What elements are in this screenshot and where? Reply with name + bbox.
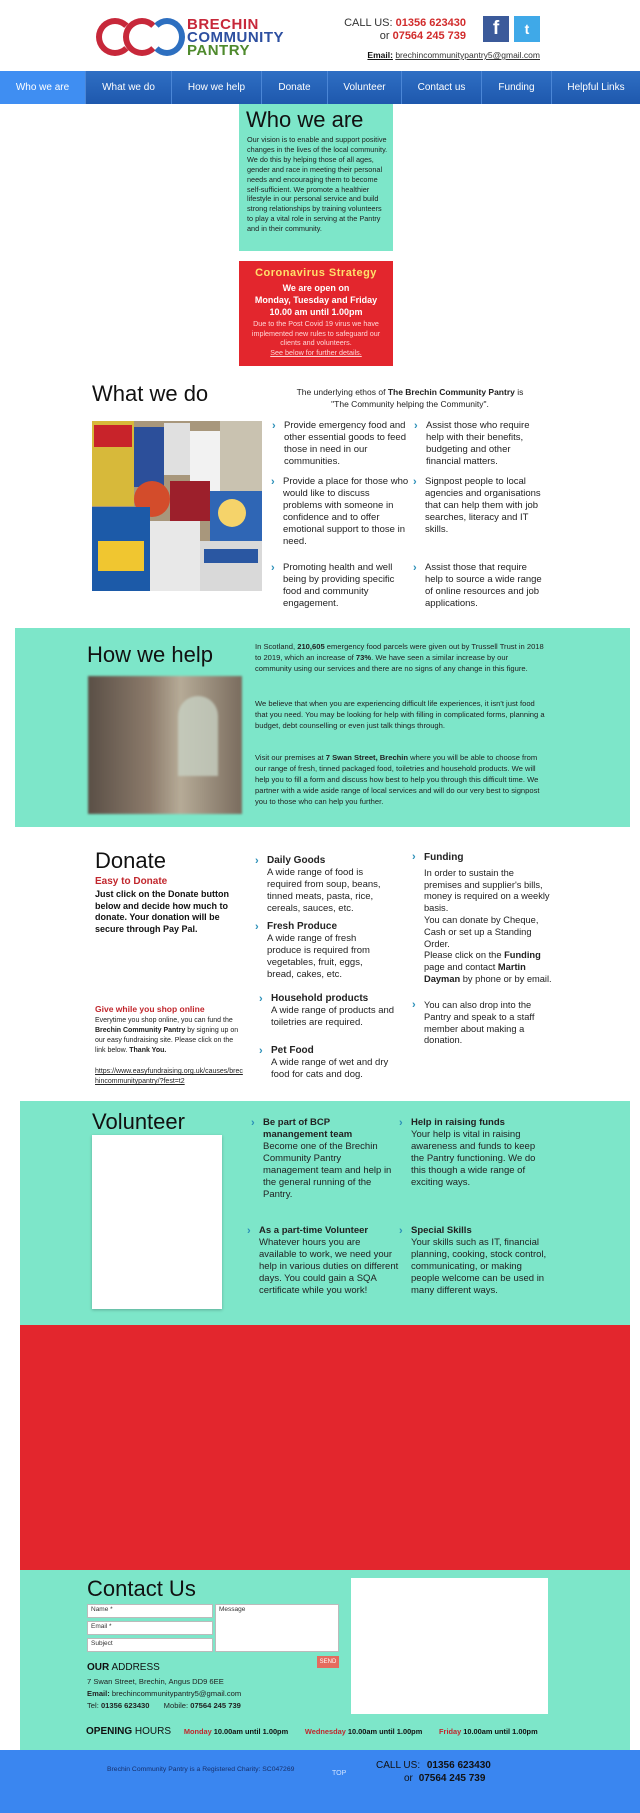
volunteer-item-3-title: As a part-time Volunteer [259,1225,369,1236]
ethos-pre: The underlying ethos of [296,387,388,397]
chevron-right-icon: › [399,1117,403,1129]
what-item-6 [413,562,545,610]
red-banner [20,1325,630,1570]
goods-household-title: Household products [271,993,369,1004]
header-phone1[interactable]: 01356 623430 [395,17,466,29]
chevron-right-icon: › [399,1225,403,1237]
volunteer-item-4 [399,1225,551,1297]
funding-c4: Martin Dayman [424,962,526,984]
email-input[interactable]: Email * [87,1621,213,1635]
contact-email-label: Email: [87,1689,112,1698]
goods-daily [255,855,389,915]
shop-text-d: Thank You. [129,1047,167,1054]
nav-contact-us[interactable]: Contact us [402,71,482,104]
main-nav [0,71,640,104]
how-p2: We believe that when you are experiencing difficult life experiences, it isn't just food that you need. You may be looking for help with filling in complicated forms, planning a budget, debt counselling or even just talk things through. [255,699,545,730]
goods-household-text: A wide range of products and toiletries are required. [271,1005,395,1028]
corona-line2: Monday, Tuesday and Friday [254,295,378,305]
funding-dropin [412,999,554,1047]
volunteer-item-2 [399,1117,549,1189]
volunteer-item-2-text: Your help is vital in raising awareness and funds to keep the Pantry functioning. We do this though a wide range of exciting ways. [411,1129,536,1188]
chevron-right-icon: › [259,993,263,1005]
volunteer-title: Volunteer [92,1109,185,1134]
what-item-3-text: Provide a place for those who would like to discuss problems with someone in confidence and to offer emotional support to those in need. [283,476,409,547]
day-monday: Monday [183,1727,212,1736]
what-item-4-text: Signpost people to local agencies and organisations that can help them with job searches, literacy and IT skills. [425,476,541,535]
twitter-icon[interactable]: t [514,16,540,42]
who-we-are-panel [239,104,393,251]
logo-text-brechin: BRECHIN [187,16,259,33]
ethos-text [280,386,540,410]
what-item-5 [271,562,405,610]
goods-daily-title: Daily Goods [267,855,326,866]
how-p3-c: where you will be able to choose from our range of fresh, tinned packaged food, toiletries and household products. We will help you to fill a form and discuss how best to help you through this difficult time. We partner with a wide aside range of local services and will do our very best to signpost you to those who can help you further. [255,753,540,806]
goods-fresh-text: A wide range of fresh produce is required from vegetables, fruit, eggs, bread, cakes, etc. [267,933,370,980]
corona-details-link[interactable]: See below for further details. [270,347,362,357]
who-we-are-text: Our vision is to enable and support positive changes in the lives of the local community. We do this by helping those of all ages, gender and race in meeting their personal needs and encouraging them to become self-sufficient. We promote a healthier lifestyle in our personal service and build strong relationships by training volunteers to play a vital role in serving at the Pantry and in their community. [247,135,388,234]
day-friday: Friday [439,1727,462,1736]
contact-phone-line [87,1700,241,1711]
map-placeholder[interactable] [351,1578,548,1714]
volunteer-image-placeholder [92,1135,222,1309]
chevron-right-icon: › [259,1045,263,1057]
volunteer-item-4-text: Your skills such as IT, financial planning, cooking, stock control, communicating, or making people welcome can be used in many different ways. [411,1237,547,1296]
footer-phone2[interactable]: 07564 245 739 [418,1773,486,1784]
how-we-help-section [15,628,630,827]
chevron-right-icon: › [251,1117,255,1129]
corona-line1: We are open on [282,283,350,293]
opening-bold: OPENING [86,1726,133,1737]
funding-c3: page and contact [424,962,498,973]
who-we-are-title: Who we are [246,107,364,132]
header-email-line [367,50,540,60]
how-p1 [255,641,545,674]
nav-who-we-are[interactable]: Who we are [0,71,86,104]
header-email-link[interactable]: brechincommunitypantry5@gmail.com [395,50,540,60]
ethos-name: The Brechin Community Pantry [387,387,515,397]
what-item-1-text: Provide emergency food and other essential goods to feed those in need in our communities. [284,420,407,467]
funding-c1: Please click on the [424,950,505,961]
what-item-2 [414,420,536,468]
contact-mobile[interactable]: 07564 245 739 [190,1701,241,1710]
ethos-post: is [514,387,524,397]
footer-call-label: CALL US: [376,1760,421,1771]
volunteer-section [20,1101,630,1325]
facebook-icon[interactable]: f [483,16,509,42]
or-label: or [379,30,390,42]
nav-what-we-do[interactable]: What we do [86,71,172,104]
call-label: CALL US: [344,17,393,29]
what-item-4 [413,476,545,536]
chevron-right-icon: › [413,476,417,488]
funding-text-d: You can also drop into the Pantry and speak to a staff member about making a donation. [424,1000,535,1046]
logo-text-pantry: PANTRY [187,42,250,59]
corona-title: Coronavirus Strategy [255,267,377,279]
how-p1-e: . We have seen a similar increase by our community using our services and there are no signs of any change in this figure. [255,653,528,673]
logo-text-community: COMMUNITY [187,29,284,46]
corona-rules: Due to the Post Covid 19 virus we have implemented new rules to safeguard our clients and volunteers. [251,319,381,347]
opening-label: HOURS [132,1726,172,1737]
top-link[interactable]: TOP [332,1770,347,1777]
day-wednesday: Wednesday [304,1727,346,1736]
footer-or-label: or [404,1773,413,1784]
address-text: 7 Swan Street, Brechin, Angus DD9 6EE [87,1677,224,1686]
chevron-right-icon: › [271,476,275,488]
chevron-right-icon: › [255,921,259,933]
what-item-1 [272,420,410,468]
site-footer [0,1750,640,1813]
donate-intro: Just click on the Donate button below and decide how much to donate. Your donation will be secure through Pay Pal. [95,889,230,934]
goods-pet [259,1045,393,1081]
header-call-line2 [380,30,466,42]
contact-email[interactable]: brechincommunitypantry5@gmail.com [111,1689,242,1698]
hours-monday: 10.00am until 1.00pm [211,1727,289,1736]
address-heading-label: ADDRESS [109,1662,160,1673]
hours-friday: 10.00am until 1.00pm [461,1727,538,1736]
opening-hours [86,1726,538,1737]
food-photo-art [92,421,262,591]
chevron-right-icon: › [271,562,275,574]
volunteer-item-3-text: Whatever hours you are available to work, we need your help in various duties on different days. You could gain a SQA certificate while you work! [259,1237,399,1296]
food-donations-photo [92,421,262,591]
nav-helpful-links[interactable]: Helpful Links [567,82,625,93]
funding-text-b: You can donate by Cheque, Cash or set up a Standing Order. [424,914,539,949]
corona-line3: 10.00 am until 1.00pm [269,307,363,317]
send-button[interactable]: SEND [317,1656,339,1668]
shop-title: Give while you shop online [95,1004,205,1014]
funding-text-c [424,950,554,985]
how-p3-a: Visit our premises at [255,753,326,762]
nav-how-we-help[interactable]: How we help [172,71,262,104]
footer-phone1[interactable]: 01356 623430 [426,1760,491,1771]
goods-daily-text: A wide range of food is required from soup, beans, tinned meats, pasta, rice, cereals, sauces, etc. [267,867,381,914]
goods-fresh-title: Fresh Produce [267,921,338,932]
what-item-5-text: Promoting health and well being by providing specific food and community engagement. [283,562,395,609]
how-p1-d: 73% [355,653,372,662]
coronavirus-panel [239,261,393,366]
contact-title: Contact Us [87,1576,196,1601]
address-heading [87,1662,160,1673]
donate-subtitle: Easy to Donate [95,876,168,887]
what-item-2-text: Assist those who require help with their benefits, budgeting and other financial matters. [426,420,530,467]
volunteer-item-1 [251,1117,393,1201]
how-we-help-title: How we help [87,642,213,667]
chevron-right-icon: › [414,420,418,432]
how-p3 [255,752,545,807]
how-p3-b: 7 Swan Street, Brechin [325,753,409,762]
chevron-right-icon: › [255,855,259,867]
contact-tel[interactable]: 01356 623430 [100,1701,150,1710]
contact-section [20,1570,630,1750]
goods-pet-text: A wide range of wet and dry food for cats and dog. [271,1057,389,1080]
funding-text-a: In order to sustain the premises and supplier's bills, money is required on a weekly basis. [424,867,550,914]
subject-input[interactable]: Subject [87,1638,213,1652]
email-label: Email: [367,50,393,60]
contact-mobile-label: Mobile: [163,1701,191,1710]
chevron-right-icon: › [247,1225,251,1237]
chevron-right-icon: › [412,999,416,1011]
logo[interactable] [93,12,183,60]
message-input[interactable]: Message [215,1604,339,1652]
name-input[interactable]: Name * [87,1604,213,1618]
how-p1-a: In Scotland, [255,642,298,651]
goods-fresh [255,921,389,981]
nav-funding[interactable]: Funding [482,71,552,104]
volunteer-item-4-title: Special Skills [411,1225,472,1236]
chevron-right-icon: › [272,420,276,432]
address-heading-bold: OUR [87,1662,110,1673]
ethos-quote: "The Community helping the Community". [331,399,489,409]
footer-call-line1 [376,1760,491,1771]
hours-wednesday: 10.00am until 1.00pm [345,1727,423,1736]
goods-pet-title: Pet Food [271,1045,314,1056]
what-item-6-text: Assist those that require help to source a wide range of online resources and job applications. [425,562,542,609]
easyfundraising-link[interactable]: https://www.easyfundraising.org.uk/causes/brechincommunitypantry/?fest=t2 [95,1068,243,1085]
chevron-right-icon: › [413,562,417,574]
shop-text-b: Brechin Community Pantry [95,1027,186,1034]
contact-tel-label: Tel: [87,1701,101,1710]
donate-title: Donate [95,848,166,873]
what-item-3 [271,476,409,548]
nav-volunteer[interactable]: Volunteer [328,71,402,104]
what-we-do-title: What we do [92,381,209,406]
charity-text: Brechin Community Pantry is a Registered Charity: SC047269 [107,1766,295,1773]
contact-email-line [87,1688,241,1699]
shop-text-c: by signing up on our easy fundraising site. Please click on the link below. [95,1027,239,1054]
how-p1-b: 210,605 [297,642,325,651]
funding-block [412,851,554,986]
header-call-line1 [344,17,466,29]
nav-donate[interactable]: Donate [262,71,328,104]
volunteer-item-1-text: Become one of the Brechin Community Pantry management team and help in the general running of the Pantry. [263,1141,392,1200]
how-p1-c: emergency food parcels were given out by Trussell Trust in 2018 to 2019, which an increase of [255,642,544,662]
pantry-doorway-photo [88,676,242,814]
funding-title: Funding [424,852,464,863]
funding-c2[interactable]: Funding [504,950,541,961]
chevron-right-icon: › [412,851,416,863]
volunteer-item-1-title: Be part of BCP manangement team [263,1117,353,1140]
shop-text-a: Everytime you shop online, you can fund the [95,1017,233,1024]
volunteer-item-3 [247,1225,399,1297]
funding-c5: by phone or by email. [460,973,552,984]
volunteer-item-2-title: Help in raising funds [411,1117,505,1128]
goods-household [259,993,397,1029]
shop-text [95,1016,243,1056]
footer-call-line2 [404,1773,485,1784]
header-phone2[interactable]: 07564 245 739 [392,30,466,42]
